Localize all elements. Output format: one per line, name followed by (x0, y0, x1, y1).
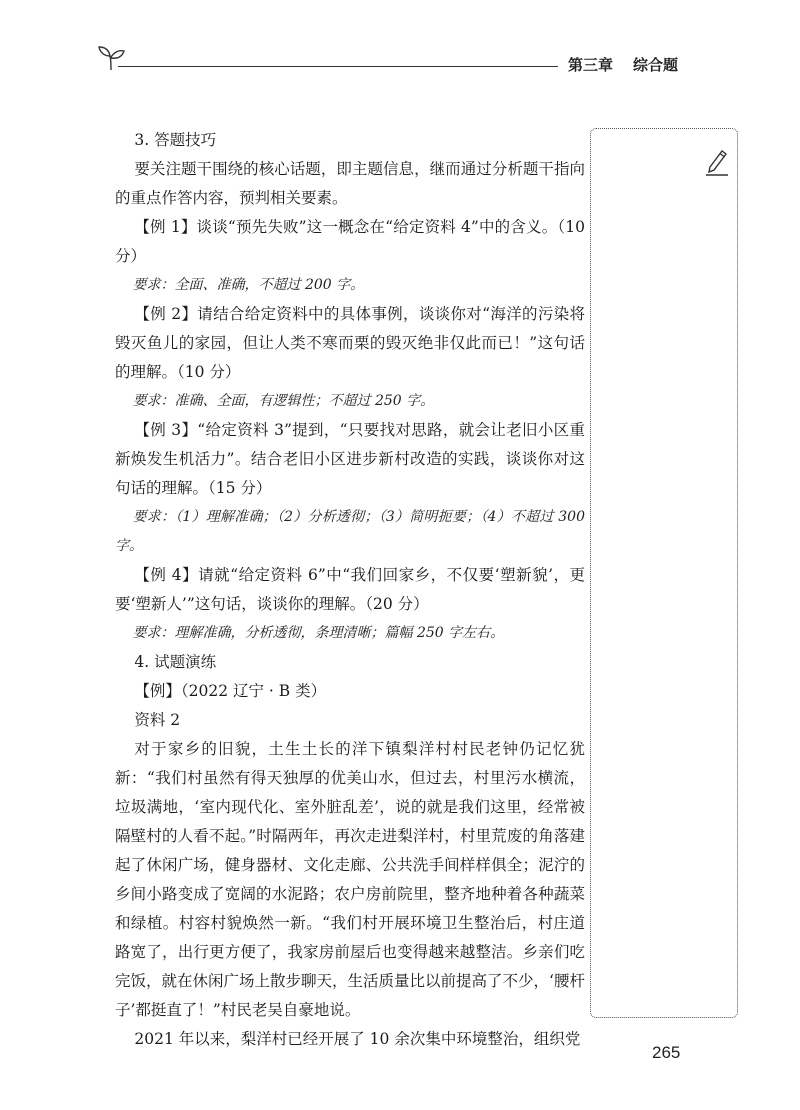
example-4: 【例 4】请就“给定资料 6”中“我们回家乡，不仅要‘塑新貌’，更要‘塑新人’”这句话，谈谈你的理解。（20 分） (115, 566, 585, 613)
sprout-icon (96, 42, 126, 72)
material-paragraph-2: 2021 年以来，梨洋村已经开展了 10 余次集中环境整治，组织党 (134, 1030, 581, 1048)
practice-example: 【例】（2022 辽宁 · B 类） (134, 682, 327, 700)
example-2: 【例 2】请结合给定资料中的具体事例，谈谈你对“海洋的污染将毁灭鱼儿的家园，但让人类不寒而栗的毁灭绝非仅此而已！”这句话的理解。（10 分） (115, 305, 585, 381)
section-heading-4: 4. 试题演练 (134, 653, 217, 671)
chapter-title: 综合题 (633, 56, 679, 74)
example-3-requirement: 要求：（1）理解准确；（2）分析透彻；（3）简明扼要；（4）不超过 300 字。 (115, 509, 585, 554)
chapter-header (568, 54, 678, 75)
main-text (115, 126, 585, 1054)
example-1: 【例 1】谈谈“预先失败”这一概念在“给定资料 4”中的含义。（10 分） (115, 218, 585, 265)
chapter-number: 第三章 (568, 56, 614, 74)
material-title: 资料 2 (134, 711, 181, 729)
material-paragraph-1: 对于家乡的旧貌，土生土长的洋下镇梨洋村村民老钟仍记忆犹新：“我们村虽然有得天独厚的优美山水，但过去，村里污水横流，垃圾满地，‘室内现代化、室外脏乱差’，说的就是我们这里，经常被隔壁村的人看不起。”时隔两年，再次走进梨洋村，村里荒废的角落建起了休闲广场，健身器材、文化走廊、公共洗手间样样俱全；泥泞的乡间小路变成了宽阔的水泥路；农户房前院里，整齐地种着各种蔬菜和绿植。村容村貌焕然一新。“我们村开展环境卫生整治后，村庄道路宽了，出行更方便了，我家房前屋后也变得越来越整洁。乡亲们吃完饭，就在休闲广场上散步聊天，生活质量比以前提高了不少，‘腰杆子’都挺直了！”村民老吴自豪地说。 (115, 740, 585, 1019)
example-2-requirement: 要求：准确、全面，有逻辑性；不超过 250 字。 (132, 393, 435, 409)
example-1-requirement: 要求：全面、准确，不超过 200 字。 (132, 277, 365, 293)
section-heading-3: 3. 答题技巧 (134, 131, 217, 149)
example-3: 【例 3】“给定资料 3”提到，“只要找对思路，就会让老旧小区重新焕发生机活力”。结合老旧小区进步新村改造的实践，谈谈你对这句话的理解。（15 分） (115, 421, 585, 497)
page-number: 265 (652, 1043, 681, 1062)
section-intro: 要关注题干围绕的核心话题，即主题信息，继而通过分析题干指向的重点作答内容，预判相关要素。 (115, 160, 585, 207)
pencil-icon (704, 147, 730, 177)
header-rule (118, 66, 558, 67)
notes-margin-box (590, 128, 738, 1018)
example-4-requirement: 要求：理解准确，分析透彻，条理清晰；篇幅 250 字左右。 (132, 625, 505, 641)
